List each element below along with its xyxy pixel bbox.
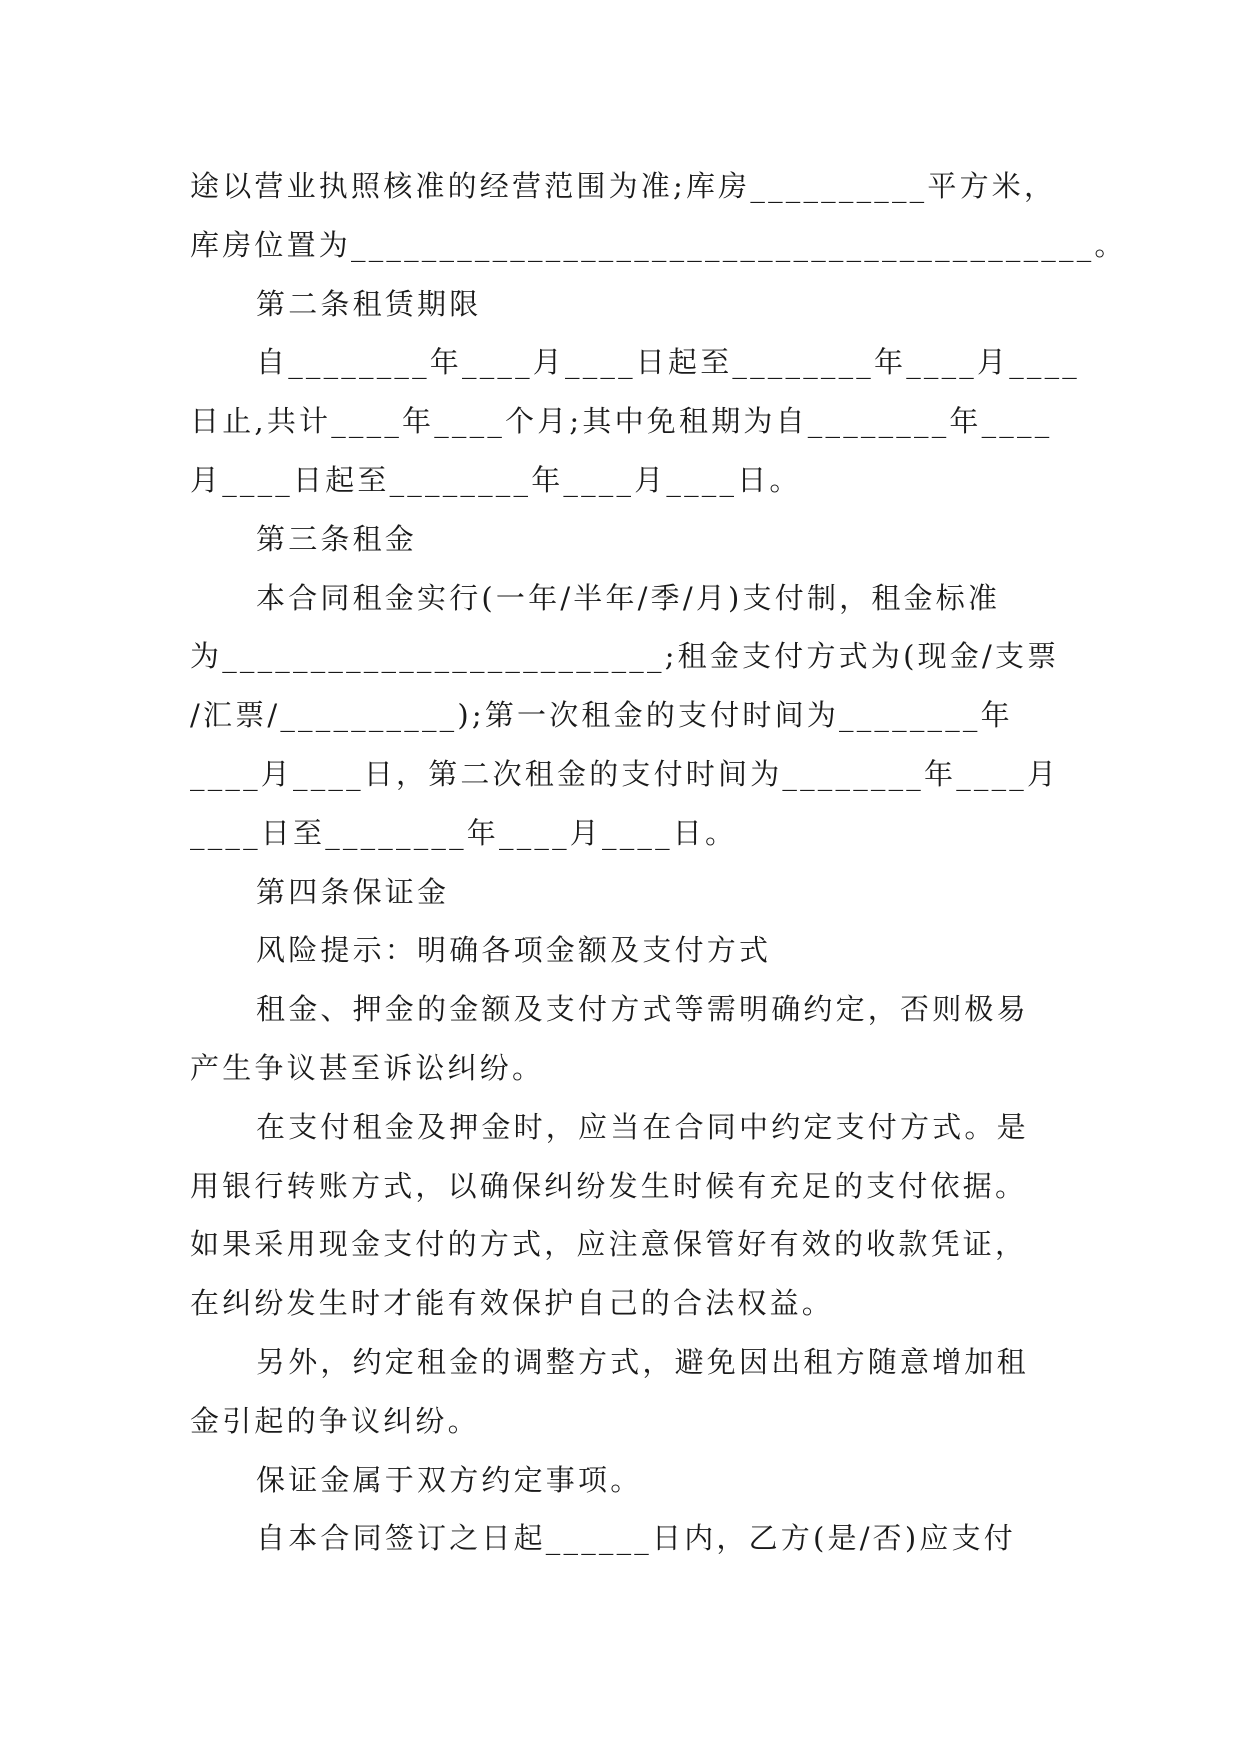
text-line-5: 日止,共计____年____个月;其中免租期为自________年____	[190, 404, 1053, 439]
text-line-20: 在纠纷发生时才能有效保护自己的合法权益。	[190, 1286, 835, 1321]
text-line-17: 在支付租金及押金时，应当在合同中约定支付方式。是	[256, 1109, 1029, 1144]
text-line-10: /汇票/__________);第一次租金的支付时间为________年	[190, 698, 1013, 733]
text-line-2: 库房位置为__________________________________________。	[190, 227, 1127, 262]
section-heading-lease-term: 第二条租赁期限	[256, 286, 482, 321]
text-line-1: 途以营业执照核准的经营范围为准;库房__________平方米，	[190, 169, 1057, 203]
text-line-18: 用银行转账方式，以确保纠纷发生时候有充足的支付依据。	[190, 1168, 1028, 1203]
text-line-11: ____月____日，第二次租金的支付时间为________年____月	[190, 756, 1060, 791]
text-line-19: 如果采用现金支付的方式，应注意保管好有效的收款凭证，	[190, 1227, 1028, 1262]
text-line-22: 金引起的争议纠纷。	[190, 1403, 480, 1438]
text-line-24: 自本合同签订之日起______日内，乙方(是/否)应支付	[256, 1521, 1016, 1556]
document-body	[190, 157, 1127, 1568]
text-line-12: ____日至________年____月____日。	[190, 815, 738, 850]
text-line-9: 为_________________________;租金支付方式为(现金/支票	[190, 639, 1060, 674]
section-heading-rent: 第三条租金	[256, 521, 418, 556]
text-line-16: 产生争议甚至诉讼纠纷。	[190, 1050, 545, 1085]
text-line-23: 保证金属于双方约定事项。	[256, 1462, 643, 1497]
text-line-8: 本合同租金实行(一年/半年/季/月)支付制，租金标准	[256, 580, 1001, 615]
text-line-4: 自________年____月____日起至________年____月____	[256, 345, 1081, 380]
text-line-21: 另外，约定租金的调整方式，避免因出租方随意增加租	[256, 1344, 1029, 1379]
section-heading-deposit: 第四条保证金	[256, 874, 450, 909]
risk-tip-heading: 风险提示：明确各项金额及支付方式	[256, 933, 772, 968]
text-line-15: 租金、押金的金额及支付方式等需明确约定，否则极易	[256, 992, 1029, 1027]
text-line-6: 月____日起至________年____月____日。	[190, 462, 802, 497]
